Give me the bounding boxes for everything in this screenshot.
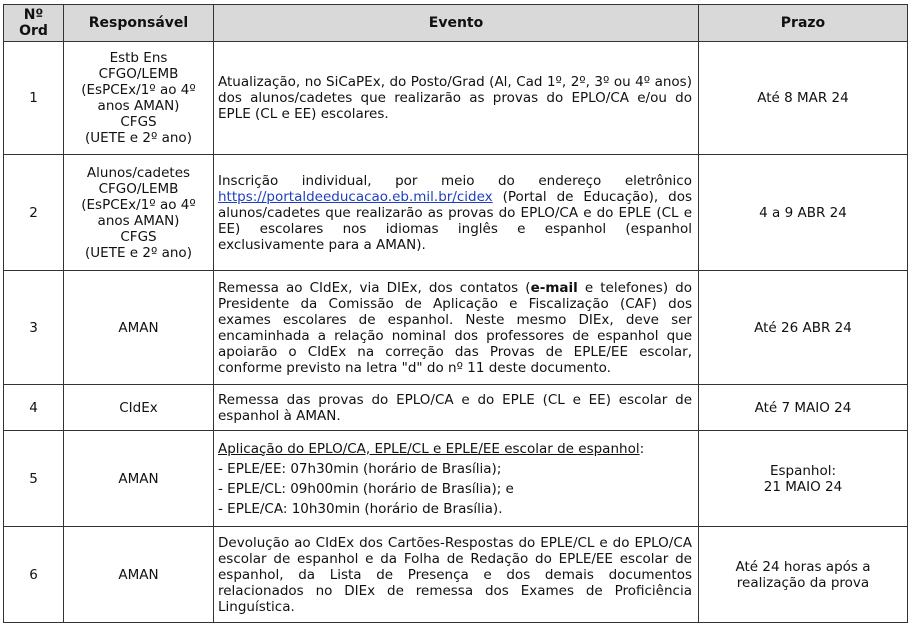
cell-ord: 5 (4, 431, 64, 527)
cell-evento (214, 431, 699, 527)
prazo-line: 21 MAIO 24 (763, 478, 843, 495)
header-evento: Evento (214, 5, 699, 42)
cell-responsavel: AMAN (64, 527, 214, 623)
cell-evento (214, 271, 699, 385)
cell-responsavel (64, 155, 214, 271)
cell-prazo (699, 431, 908, 527)
cell-prazo: Até 7 MAIO 24 (699, 385, 908, 431)
cell-evento: Devolução ao CIdEx dos Cartões-Respostas do EPLE/CL e do EPLO/CA escolar de espanhol e da Folha de Redação do EPLE/EE escolar de espanhol, da Lista de Presença e dos demais documentos relacionados no DIEx de remessa dos Exames de Proficiência Linguística. (214, 527, 699, 623)
cell-ord: 2 (4, 155, 64, 271)
resp-line: CFGS (120, 114, 157, 130)
resp-line: Alunos/cadetes (86, 164, 191, 181)
evento-text: Inscrição individual, por meio do endereço eletrônico (218, 172, 692, 189)
cell-responsavel: AMAN (64, 271, 214, 385)
cell-ord: 3 (4, 271, 64, 385)
cell-responsavel: AMAN (64, 431, 214, 527)
prazo-line: realização da prova (736, 574, 870, 591)
cell-prazo: 4 a 9 ABR 24 (699, 155, 908, 271)
cell-ord: 4 (4, 385, 64, 431)
table-row (4, 42, 908, 155)
evento-text: Remessa ao CIdEx, via DIEx, dos contatos ( (218, 279, 531, 296)
resp-line: Estb Ens (109, 50, 168, 66)
resp-line: anos AMAN) (97, 98, 180, 114)
cell-ord: 6 (4, 527, 64, 623)
cell-evento: Atualização, no SiCaPEx, do Posto/Grad (Al, Cad 1º, 2º, 3º ou 4º anos) dos alunos/cadetes que realizarão as provas do EPLO/CA e/ou do EPLE (CL e EE) escolares. (214, 42, 699, 155)
table-row (4, 431, 908, 527)
resp-line: CFGO/LEMB (98, 180, 179, 197)
portal-educacao-link[interactable]: https://portaldeeducacao.eb.mil.br/cidex (218, 188, 493, 205)
table-row (4, 527, 908, 623)
prazo-line: Até 24 horas após a (735, 558, 871, 575)
evento-title: Aplicação do EPLO/CA, EPLE/CL e EPLE/EE escolar de espanhol: (218, 440, 645, 457)
cell-responsavel: CIdEx (64, 385, 214, 431)
cell-ord: 1 (4, 42, 64, 155)
resp-line: (EsPCEx/1º ao 4º (81, 196, 196, 213)
cell-prazo: Até 26 ABR 24 (699, 271, 908, 385)
resp-line: (UETE e 2º ano) (85, 130, 192, 146)
resp-line: anos AMAN) (97, 212, 180, 229)
cell-prazo (699, 527, 908, 623)
table-row (4, 271, 908, 385)
evento-item: - EPLE/EE: 07h30min (horário de Brasília); (218, 460, 502, 477)
schedule-table (3, 4, 908, 623)
cell-responsavel (64, 42, 214, 155)
header-row (4, 5, 908, 42)
resp-line: (EsPCEx/1º ao 4º (81, 82, 196, 98)
table-row (4, 155, 908, 271)
resp-line: CFGS (120, 228, 157, 245)
evento-bold: e-mail (530, 279, 578, 296)
header-responsavel: Responsável (64, 5, 214, 42)
table-row (4, 385, 908, 431)
resp-line: CFGO/LEMB (98, 66, 179, 82)
evento-text: e telefones) do Presidente da Comissão de Aplicação e Fiscalização (CAF) dos exames escolares de espanhol. Neste mesmo DIEx, deve ser encaminhada a relação nominal dos professores de espanhol que apoiarão o CIdEx na correção das Provas de EPLE/EE escolar, conforme previsto na letra "d" do nº 11 deste documento. (218, 279, 693, 376)
header-prazo: Prazo (699, 5, 908, 42)
header-ord: Nº Ord (4, 5, 64, 42)
evento-text: (Portal de Educação), dos alunos/cadetes que realizarão as provas do EPLO/CA e do EPLE (CL e EE) escolares nos idiomas inglês e espanhol (espanhol exclusivamente para a AMAN). (218, 188, 692, 253)
prazo-line: Espanhol: (769, 462, 837, 479)
evento-item: - EPLE/CA: 10h30min (horário de Brasília). (218, 500, 503, 517)
cell-evento: Remessa das provas do EPLO/CA e do EPLE (CL e EE) escolar de espanhol à AMAN. (214, 385, 699, 431)
resp-line: (UETE e 2º ano) (85, 244, 192, 261)
evento-item: - EPLE/CL: 09h00min (horário de Brasília); e (218, 480, 514, 497)
cell-prazo: Até 8 MAR 24 (699, 42, 908, 155)
cell-evento (214, 155, 699, 271)
